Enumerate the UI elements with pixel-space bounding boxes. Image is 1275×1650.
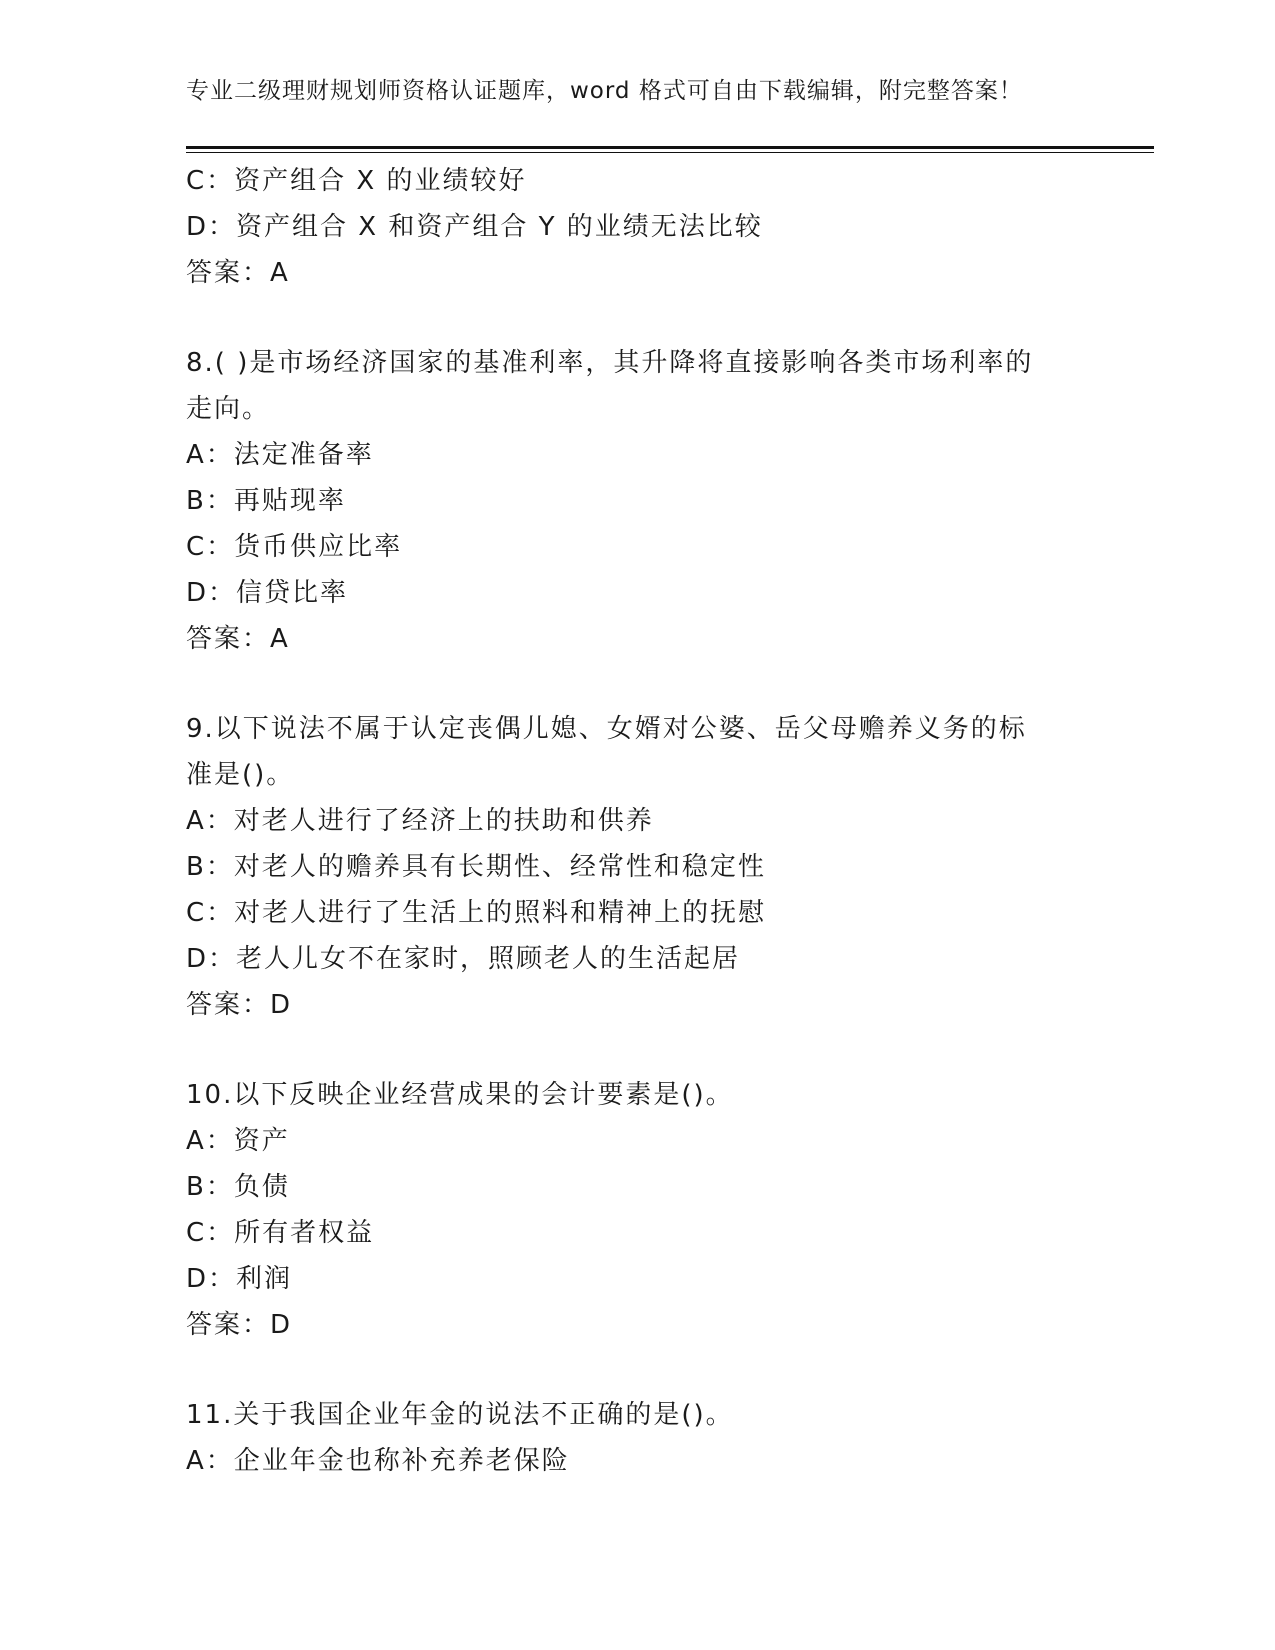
answer: 答案：D bbox=[186, 1310, 293, 1340]
question-9 bbox=[186, 706, 1086, 1028]
option-a: A：法定准备率 bbox=[186, 440, 374, 470]
answer: 答案：D bbox=[186, 990, 293, 1020]
option-a: A：对老人进行了经济上的扶助和供养 bbox=[186, 806, 654, 836]
option-d: D：利润 bbox=[186, 1264, 293, 1294]
header-rule-thin bbox=[186, 152, 1154, 153]
question-7-continuation bbox=[186, 158, 1086, 296]
question-text-line: 准是()。 bbox=[186, 760, 295, 790]
option-d: D：资产组合 X 和资产组合 Y 的业绩无法比较 bbox=[186, 212, 763, 242]
document-body bbox=[186, 158, 1086, 1484]
option-b: B：负债 bbox=[186, 1172, 290, 1202]
option-c: C：对老人进行了生活上的照料和精神上的抚慰 bbox=[186, 898, 767, 928]
option-a: A：企业年金也称补充养老保险 bbox=[186, 1446, 570, 1476]
option-c: C：所有者权益 bbox=[186, 1218, 375, 1248]
answer: 答案：A bbox=[186, 258, 290, 288]
question-10 bbox=[186, 1072, 1086, 1348]
header-rule-thick bbox=[186, 146, 1154, 149]
question-text-line: 走向。 bbox=[186, 394, 271, 424]
question-text-line: 9.以下说法不属于认定丧偶儿媳、女婿对公婆、岳父母赡养义务的标 bbox=[186, 714, 1027, 744]
option-a: A：资产 bbox=[186, 1126, 290, 1156]
question-11 bbox=[186, 1392, 1086, 1484]
option-d: D：老人儿女不在家时，照顾老人的生活起居 bbox=[186, 944, 741, 974]
option-c: C：资产组合 X 的业绩较好 bbox=[186, 166, 527, 196]
option-b: B：对老人的赡养具有长期性、经常性和稳定性 bbox=[186, 852, 766, 882]
question-text-line: 11.关于我国企业年金的说法不正确的是()。 bbox=[186, 1400, 734, 1430]
question-8 bbox=[186, 340, 1086, 662]
page-header: 专业二级理财规划师资格认证题库，word 格式可自由下载编辑，附完整答案！ bbox=[186, 78, 1023, 104]
option-d: D：信贷比率 bbox=[186, 578, 349, 608]
question-text-line: 8.( )是市场经济国家的基准利率，其升降将直接影响各类市场利率的 bbox=[186, 348, 1034, 378]
question-text-line: 10.以下反映企业经营成果的会计要素是()。 bbox=[186, 1080, 734, 1110]
answer: 答案：A bbox=[186, 624, 290, 654]
option-b: B：再贴现率 bbox=[186, 486, 346, 516]
option-c: C：货币供应比率 bbox=[186, 532, 403, 562]
